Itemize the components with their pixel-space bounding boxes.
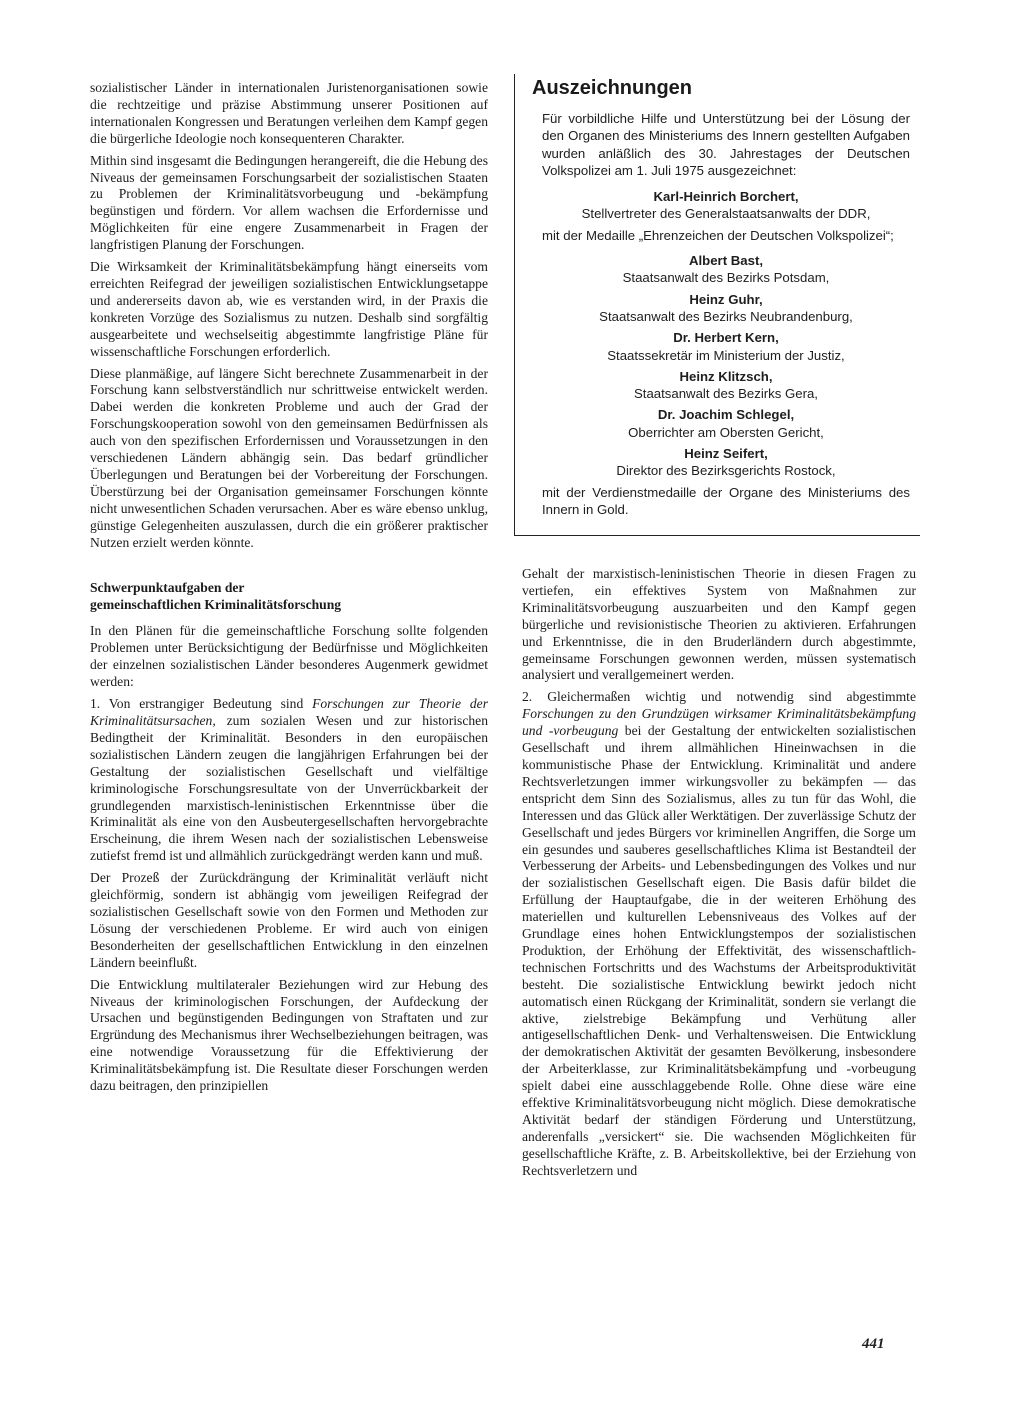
left-column [90,80,488,1100]
medal-text: mit der Verdienstmedaille der Organe des Ministeriums des Innern in Gold. [542,484,910,517]
section-heading [90,579,488,613]
award-entry [542,329,910,364]
award-role: Staatssekretär im Ministerium der Justiz, [607,347,845,363]
award-role: Staatsanwalt des Bezirks Neubrandenburg, [599,308,853,324]
award-entry [542,368,910,403]
emphasis-text: Forschungen zu den Grundzügen wirksamer Kriminalitätsbekämpfung und -vorbeugung [522,706,916,739]
section-heading-line: gemeinschaftlichen Kriminalitätsforschung [90,597,342,613]
award-role: Staatsanwalt des Bezirks Gera, [634,386,818,402]
award-list [542,252,910,480]
paragraph: Die Wirksamkeit der Kriminalitätsbekämpfung hängt einerseits vom erreichten Reifegrad der jeweiligen sozialistischen Entwicklungsetappe und andererseits davon ab, wie es verstanden wird, in der Praxis die konkreten Vorzüge des Sozialismus zu nutzen. Deshalb sind sorgfältig ausgearbeitete und wechselseitig abgestimmte langfristige Pläne für wissenschaftliche Forschungen erforderlich. [90,259,488,359]
paragraph: Die Entwicklung multilateraler Beziehungen wird zur Hebung des Niveaus der kriminologischen Forschungen, der Aufdeckung der Ursachen und begünstigenden Bedingungen von Straftaten und zur Ergründung des Mechanismus ihrer Wechselbeziehungen beitragen, was eine notwendige Voraussetzung für die Effektivierung der Kriminalitätsbekämpfung ist. Die Resultate dieser Forschungen werden dazu beitragen, den prinzipiellen [90,976,488,1094]
award-entry [542,252,910,287]
paragraph: In den Plänen für die gemeinschaftliche Forschung sollte folgenden Problemen unter Berücksichtigung der Bedürfnisse und Möglichkeiten der einzelnen sozialistischen Länder besonderes Augenmerk gewidmet werden: [90,623,488,690]
medal-text: mit der Medaille „Ehrenzeichen der Deutschen Volkspolizei“; [542,227,894,243]
emphasis-text: Forschungen zur Theorie der Kriminalitätsursachen, [90,696,488,728]
award-role: Direktor des Bezirksgerichts Rostock, [616,463,836,479]
text-run: zum sozialen Wesen und zur historischen Bedingtheit der Kriminalität. Besonders in den europäischen sozialistischen Ländern zeugen die langjährigen Erfahrungen bei der Gestaltung der sozialistischen Gesellschaft und vielfältige kriminologische Forschungsresultate von der Unverrückbarkeit der grundlegenden marxistisch-leninistischen Erkenntnisse über die Kriminalität als eine von den Ausbeutergesellschaften hervorgebrachte Erscheinung, die ihrem Wesen nach der sozialistischen Lebensweise zutiefst fremd ist und allmählich zurückgedrängt werden kann und muß. [90,713,488,864]
paragraph: Diese planmäßige, auf längere Sicht berechnete Zusammenarbeit in der Forschung kann selbstverständlich nur schrittweise entwickelt werden. Dabei werden die konkreten Probleme und auch der Grad der Forschungskooperation sowohl von den gemeinsamen Bedürfnissen als auch von den spezifischen Erfordernissen und Voraussetzungen in den verschiedenen Ländern abhängig sein. Das bedarf gründlicher Überlegungen und Beratungen bei der Vorbereitung der Forschungen. Überstürzung bei der Organisation gemeinsamer Forschungen könnte nicht unwesentlichen Schaden verursachen. Aber es wäre ebenso unklug, günstige Gelegenheiten auszulassen, durch die ein größerer praktischer Nutzen erzielt werden könnte. [90,365,488,550]
paragraph: sozialistischer Länder in internationalen Juristenorganisationen sowie die rechtzeitige und präzise Abstimmung unserer Positionen auf internationalen Kongressen und Beratungen verleihen dem Kampf gegen die bürgerliche Ideologie noch konsequenteren Charakter. [90,80,488,146]
section-heading-line: Schwerpunktaufgaben der [90,580,245,596]
award-name: Karl-Heinrich Borchert, [653,189,799,205]
award-name: Heinz Guhr, [689,291,763,307]
awards-intro: Für vorbildliche Hilfe und Unterstützung bei der Lösung der den Organen des Ministeriums des Innern gestellten Aufgaben wurden anläßlich des 30. Jahrestages der Deutschen Volkspolizei am 1. Juli 1975 ausgezeichnet: [542,111,910,178]
award-entry [542,406,910,441]
paragraph [90,696,488,865]
text-run: 2. Gleichermaßen wichtig und notwendig sind abgestimmte [522,689,916,705]
award-role: Oberrichter am Obersten Gericht, [628,424,824,440]
award-entry [542,445,910,480]
paragraph [522,689,916,1179]
award-entry [542,291,910,326]
award-role: Stellvertreter des Generalstaatsanwalts der DDR, [581,206,871,222]
award-entry [542,188,910,223]
award-name: Heinz Klitzsch, [679,368,773,384]
text-run: bei der Gestaltung der entwickelten sozialistischen Gesellschaft und ihrem allmählichen Hineinwachsen in die kommunistische Phase der Entwicklung. Kriminalität und andere Rechtsverletzungen immer wirkungsvoller zu bekämpfen — das entspricht dem Sinn des Sozialismus, alles zu tun für das Wohl, die Interessen und das Glück aller Werktätigen. Der zuverlässige Schutz der Gesellschaft und jedes Bürgers vor kriminellen Angriffen, die Sorge um ein gesundes und sauberes gesellschaftliches Klima ist Bestandteil der Verbesserung der Arbeits- und Lebensbedingungen des Volkes und nur der sozialistischen Gesellschaft eigen. Die Basis dafür bildet die Erfüllung der Hauptaufgabe, die in der weiteren Erhöhung des materiellen und kulturellen Lebensniveaus des Volkes auf der Grundlage eines hohen Entwicklungstempos der sozialistischen Produktion, der Erhöhung der Effektivität, des wissenschaftlich-technischen Fortschritts und des Wachstums der Arbeitsproduktivität besteht. Die sozialistische Entwicklung bewirkt jedoch nicht automatisch einen Rückgang der Kriminalität, sondern sie verlangt die aktive, zielstrebige Bekämpfung und Verhütung aller antigesellschaftlichen Denk- und Verhaltensweisen. Die Entwicklung der demokratischen Aktivität der gesamten Bevölkerung, insbesondere der Arbeiterklasse, zur Kriminalitätsbekämpfung und -vorbeugung spielt dabei eine ausschlaggebende Rolle. Ohne diese wäre eine effektive Kriminalitätsvorbeugung nicht möglich. Diese demokratische Aktivität bedarf der ständigen Förderung und Unterstützung, anderenfalls „versickert“ sie. Die wachsenden Möglichkeiten für gesellschaftliche Kräfte, z. B. Arbeitskollektive, bei der Erziehung von Rechtsverletzern und [522,723,916,1178]
award-name: Heinz Seifert, [684,446,768,462]
page-number: 441 [862,1336,885,1352]
right-column [522,566,916,1185]
paragraph: Der Prozeß der Zurückdrängung der Kriminalität verläuft nicht gleichförmig, sondern ist abhängig vom jeweiligen Reifegrad der sozialistischen Gesellschaft sowie von den Formen und Methoden zur Lösung der verschiedenen Probleme. Er wird auch von einigen Besonderheiten der gesellschaftlichen Entwicklung in den einzelnen Ländern beeinflußt. [90,870,488,970]
paragraph: Mithin sind insgesamt die Bedingungen herangereift, die die Hebung des Niveaus der gemeinsamen Forschungsarbeit der sozialistischen Staaten zu Problemen der Kriminalitätsvorbeugung und -bekämpfung begünstigen und fördern. Vor allem wachsen die Erfordernisse und Möglichkeiten für eine engere Zusammenarbeit in Fragen der langfristigen Planung der Forschungen. [90,152,488,253]
paragraph: Gehalt der marxistisch-leninistischen Theorie in diesen Fragen zu vertiefen, ein effektives System von Maßnahmen zur Kriminalitätsvorbeugung auszuarbeiten und den Kampf gegen bürgerliche und revisionistische Theorien zu aktivieren. Erfahrungen und Erkenntnisse, die in den Bruderländern durch abgestimmte, gemeinsame Forschungen gewonnen werden, müssen systematisch analysiert und verallgemeinert werden. [522,566,916,683]
awards-body [542,110,910,526]
awards-title: Auszeichnungen [532,77,693,99]
text-run: 1. Von erstrangiger Bedeutung sind [90,696,313,712]
award-name: Albert Bast, [688,253,763,269]
award-name: Dr. Herbert Kern, [673,330,779,346]
award-role: Staatsanwalt des Bezirks Potsdam, [622,270,830,286]
award-name: Dr. Joachim Schlegel, [657,407,795,423]
